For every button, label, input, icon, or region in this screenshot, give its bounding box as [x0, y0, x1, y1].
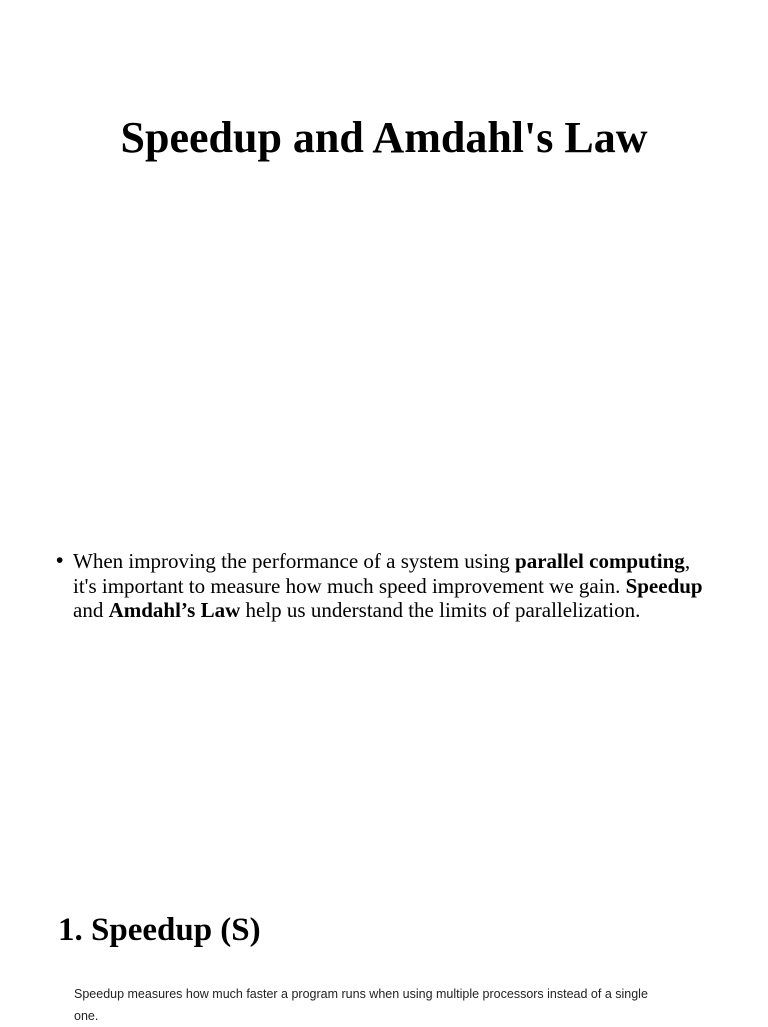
intro-bullet-item — [56, 549, 716, 623]
intro-text-1: When improving the performance of a system using — [73, 549, 516, 573]
speedup-description: Speedup measures how much faster a program runs when using multiple processors instead of a single one. — [74, 987, 648, 1023]
intro-bullet-list — [56, 549, 716, 623]
intro-text-4: help us understand the limits of parallelization. — [240, 598, 641, 622]
bullet-icon: • — [56, 549, 64, 572]
intro-bold-amdahls-law: Amdahl’s Law — [108, 598, 241, 622]
intro-text-3: and — [73, 598, 109, 622]
intro-bold-speedup: Speedup — [625, 573, 703, 598]
slide-title: Speedup and Amdahl's Law — [120, 113, 648, 162]
intro-text-2: , it's important to measure how much speed improvement we gain. — [73, 549, 691, 598]
section-heading-speedup: 1. Speedup (S) — [58, 912, 261, 948]
intro-bold-parallel-computing: parallel computing — [515, 549, 685, 573]
